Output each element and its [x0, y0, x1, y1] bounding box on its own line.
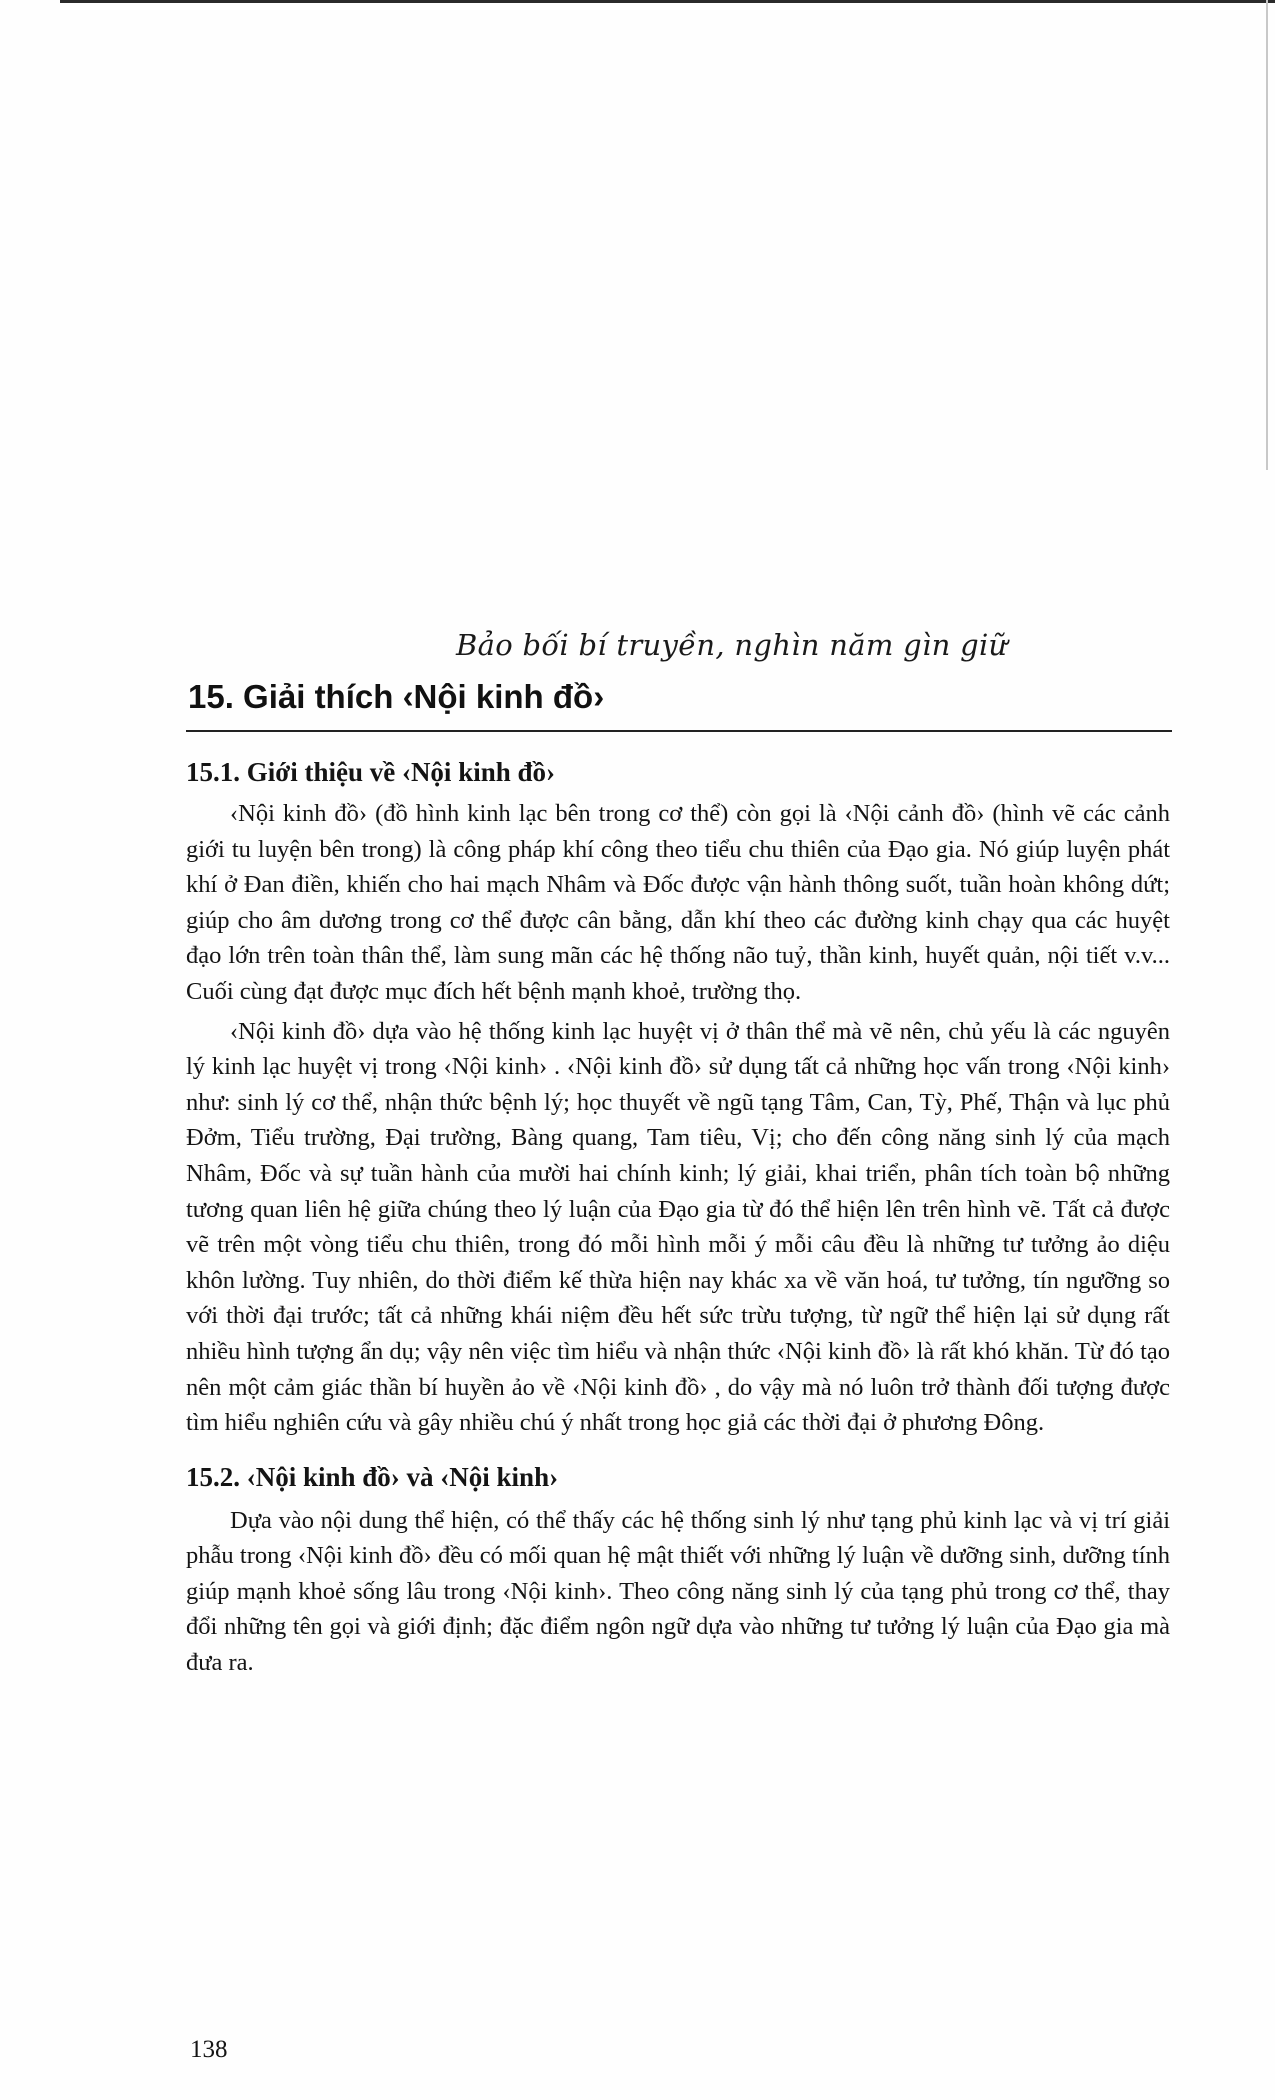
chapter-title: 15. Giải thích ‹Nội kinh đồ› — [188, 678, 605, 715]
section-heading: 15.1. Giới thiệu về ‹Nội kinh đồ› — [186, 757, 555, 787]
top-border-line — [60, 0, 1275, 3]
paragraph: ‹Nội kinh đồ› dựa vào hệ thống kinh lạc huyệt vị ở thân thể mà vẽ nên, chủ yếu là các nguyên lý kinh lạc huyệt vị trong ‹Nội kinh› . ‹Nội kinh đồ› sử dụng tất cả những học vấn trong ‹Nội kinh› như: sinh lý cơ thể, nhận thức bệnh lý; học thuyết về ngũ tạng Tâm, Can, Tỳ, Phế, Thận và lục phủ Đởm, Tiểu trường, Đại trường, Bàng quang, Tam tiêu, Vị; cho đến công năng sinh lý của mạch Nhâm, Đốc và sự tuần hành của mười hai chính kinh; lý giải, khai triển, phân tích toàn bộ những tương quan liên hệ giữa chúng theo lý luận của Đạo gia từ đó thể hiện lên trên hình vẽ. Tất cả được vẽ trên một vòng tiểu chu thiên, trong đó mỗi hình mỗi ý mỗi câu đều là những tư tưởng ảo diệu khôn lường. Tuy nhiên, do thời điểm kế thừa hiện nay khác xa về văn hoá, tư tưởng, tín ngưỡng so với thời đại trước; tất cả những khái niệm đều hết sức trừu tượng, từ ngữ thể hiện lại sử dụng rất nhiều hình tượng ẩn dụ; vậy nên việc tìm hiểu và nhận thức ‹Nội kinh đồ› là rất khó khăn. Từ đó tạo nên một cảm giác thần bí huyền ảo về ‹Nội kinh đồ› , do vậy mà nó luôn trở thành đối tượng được tìm hiểu nghiên cứu và gây nhiều chú ý nhất trong học giả các thời đại ở phương Đông. — [186, 1017, 1170, 1437]
page-number: 138 — [190, 2036, 228, 2063]
paragraph: Dựa vào nội dung thể hiện, có thể thấy các hệ thống sinh lý như tạng phủ kinh lạc và vị trí giải phẫu trong ‹Nội kinh đồ› đều có mối quan hệ mật thiết với những lý luận về dưỡng sinh, dưỡng tính giúp mạnh khoẻ sống lâu trong ‹Nội kinh›. Theo công năng sinh lý của tạng phủ trong cơ thể, thay đổi những tên gọi và giới định; đặc điểm ngôn ngữ dựa vào những tư tưởng lý luận của Đạo gia mà đưa ra. — [186, 1506, 1170, 1677]
paragraph: ‹Nội kinh đồ› (đồ hình kinh lạc bên trong cơ thể) còn gọi là ‹Nội cảnh đồ› (hình vẽ các cảnh giới tu luyện bên trong) là công pháp khí công theo tiểu chu thiên của Đạo gia. Nó giúp luyện phát khí ở Đan điền, khiến cho hai mạch Nhâm và Đốc được vận hành thông suốt, tuần hoàn không dứt; giúp cho âm dương trong cơ thể được cân bằng, dẫn khí theo các đường kinh chạy qua các huyệt đạo lớn trên toàn thân thể, làm sung mãn các hệ thống não tuỷ, thần kinh, huyết quản, nội tiết v.v... Cuối cùng đạt được mục đích hết bệnh mạnh khoẻ, trường thọ. — [186, 800, 1170, 1005]
running-header: Bảo bối bí truyền, nghìn năm gìn giữ — [456, 628, 1008, 662]
section-15-1 — [186, 752, 1170, 1441]
page-body — [186, 752, 1170, 1685]
page-edge-line — [1266, 0, 1268, 470]
title-underline — [186, 730, 1172, 732]
section-15-2 — [186, 1457, 1170, 1681]
section-heading: 15.2. ‹Nội kinh đồ› và ‹Nội kinh› — [186, 1461, 559, 1492]
